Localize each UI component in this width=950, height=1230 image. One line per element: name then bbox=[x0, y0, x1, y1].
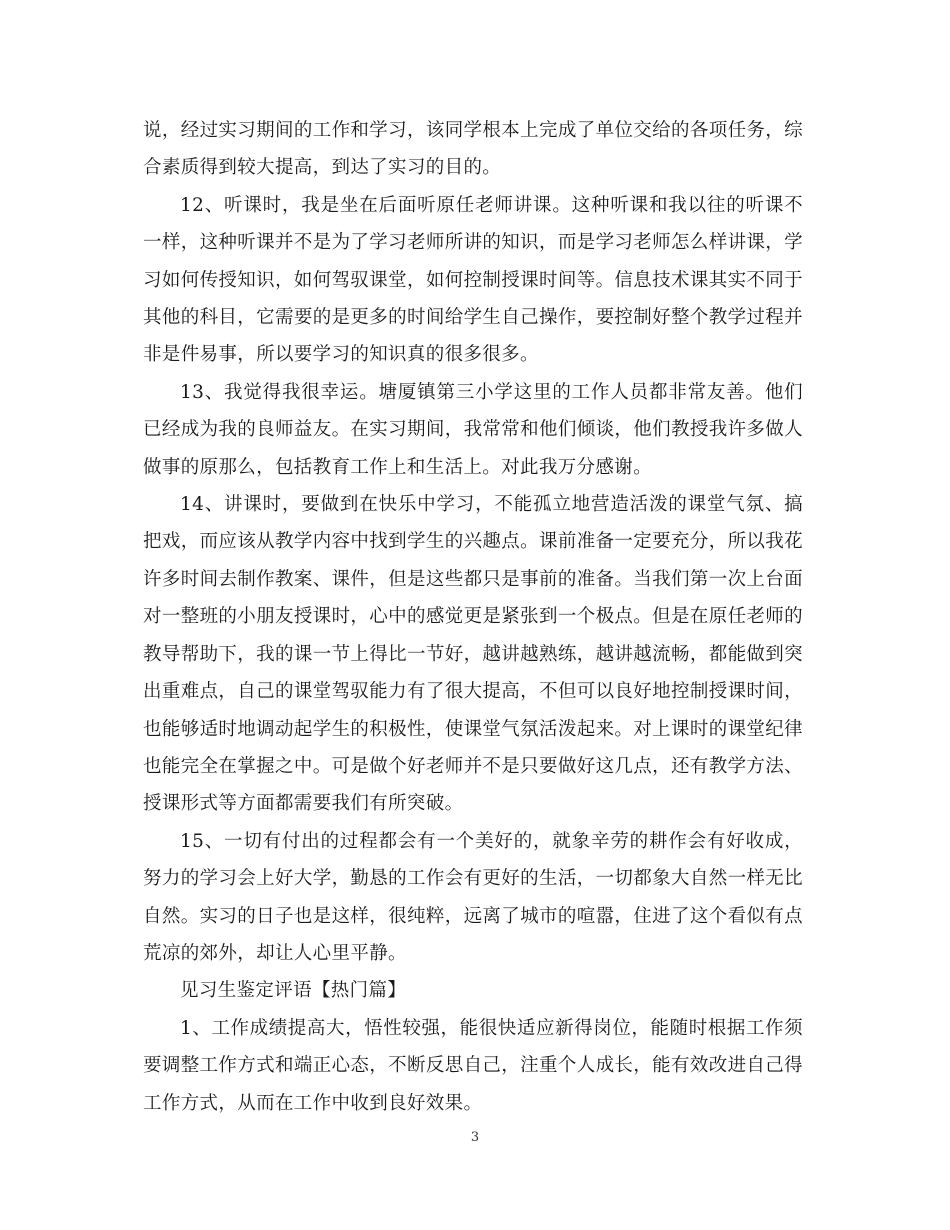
paragraph-evaluation-1: 1、工作成绩提高大，悟性较强，能很快适应新得岗位，能随时根据工作须要调整工作方式和端正心态，不断反思自己，注重个人成长，能有效改进自己得工作方式，从而在工作中收到良好效果。 bbox=[143, 1017, 803, 1114]
paragraph-item-13: 13、我觉得我很幸运。塘厦镇第三小学这里的工作人员都非常友善。他们已经成为我的良师益友。在实习期间，我常常和他们倾谈，他们教授我许多做人做事的原那么，包括教育工作上和生活上。对此我万分感谢。 bbox=[143, 381, 803, 478]
paragraph-item-12: 12、听课时，我是坐在后面听原任老师讲课。这种听课和我以往的听课不一样，这种听课并不是为了学习老师所讲的知识，而是学习老师怎么样讲课，学习如何传授知识，如何驾驭课堂，如何控制授课时间等。信息技术课其实不同于其他的科目，它需要的是更多的时间给学生自己操作，要控制好整个教学过程并非是件易事，所以要学习的知识真的很多很多。 bbox=[143, 194, 803, 366]
section-heading: 见习生鉴定评语【热门篇】 bbox=[180, 980, 407, 1002]
paragraph-item-15: 15、一切有付出的过程都会有一个美好的，就象辛劳的耕作会有好收成，努力的学习会上好大学，勤恳的工作会有更好的生活，一切都象大自然一样无比自然。实习的日子也是这样，很纯粹，远离了城市的喧嚣，住进了这个看似有点荒凉的郊外，却让人心里平静。 bbox=[143, 830, 803, 964]
document-body bbox=[143, 112, 803, 1122]
paragraph-continuation: 说，经过实习期间的工作和学习，该同学根本上完成了单位交给的各项任务，综合素质得到较大提高，到达了实习的目的。 bbox=[143, 120, 803, 179]
paragraph-item-14: 14、讲课时，要做到在快乐中学习，不能孤立地营造活泼的课堂气氛、搞把戏，而应该从教学内容中找到学生的兴趣点。课前准备一定要充分，所以我花许多时间去制作教案、课件，但是这些都只是事前的准备。当我们第一次上台面对一整班的小朋友授课时，心中的感觉更是紧张到一个极点。但是在原任老师的教导帮助下，我的课一节上得比一节好，越讲越熟练，越讲越流畅，都能做到突出重难点，自己的课堂驾驭能力有了很大提高，不但可以良好地控制授课时间，也能够适时地调动起学生的积极性，使课堂气氛活泼起来。对上课时的课堂纪律也能完全在掌握之中。可是做个好老师并不是只要做好这几点，还有教学方法、授课形式等方面都需要我们有所突破。 bbox=[143, 494, 803, 815]
page-number: 3 bbox=[470, 1130, 480, 1145]
